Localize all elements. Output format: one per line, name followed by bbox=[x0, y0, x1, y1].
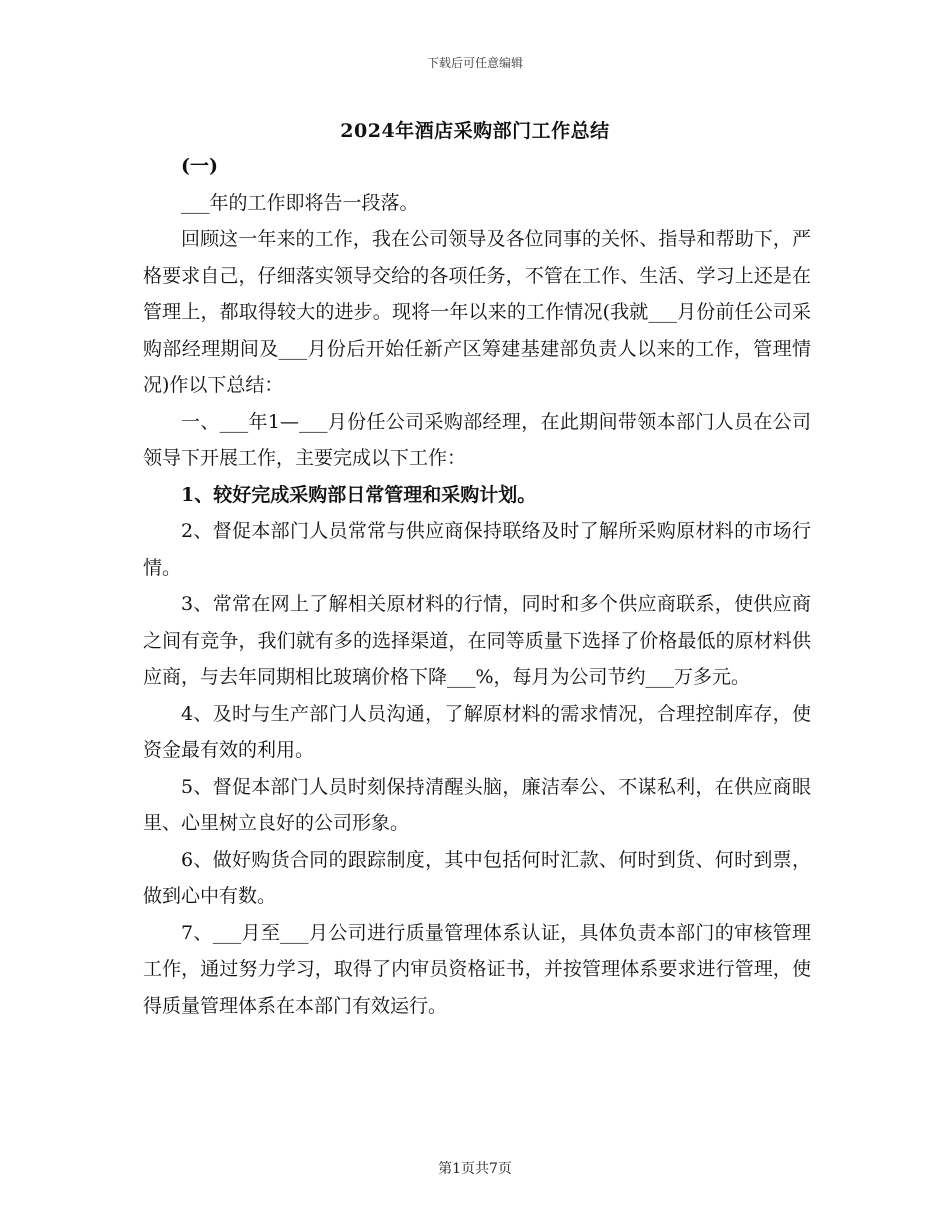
paragraph: 3、常常在网上了解相关原材料的行情，同时和多个供应商联系，使供应商之间有竞争，我们就有多的选择渠道，在同等质量下选择了价格最低的原材料供应商，与去年同期相比玻璃价格下降___%，每月为公司节约___万多元。 bbox=[143, 593, 811, 688]
section-mark: (一) bbox=[181, 155, 218, 177]
document-body bbox=[143, 148, 811, 1024]
paragraph: ___年的工作即将告一段落。 bbox=[181, 191, 419, 214]
paragraph: 回顾这一年来的工作，我在公司领导及各位同事的关怀、指导和帮助下，严格要求自己，仔细落实领导交给的各项任务，不管在工作、生活、学习上还是在管理上，都取得较大的进步。现将一年以来的工作情况(我就___月份前任公司采购部经理期间及___月份后开始任新产区筹建基建部负责人以来的工作，管理情况)作以下总结： bbox=[143, 228, 811, 396]
page-number: 第1页共7页 bbox=[438, 1161, 512, 1177]
paragraph: 4、及时与生产部门人员沟通，了解原材料的需求情况，合理控制库存，使资金最有效的利用。 bbox=[143, 702, 811, 761]
paragraph: 2、督促本部门人员常常与供应商保持联络及时了解所采购原材料的市场行情。 bbox=[143, 520, 811, 579]
paragraph: 5、督促本部门人员时刻保持清醒头脑，廉洁奉公、不谋私利，在供应商眼里、心里树立良好的公司形象。 bbox=[143, 775, 811, 834]
document-title: 2024年酒店采购部门工作总结 bbox=[340, 120, 610, 142]
header-note: 下载后可任意编辑 bbox=[426, 56, 523, 70]
paragraph: 6、做好购货合同的跟踪制度，其中包括何时汇款、何时到货、何时到票，做到心中有数。 bbox=[143, 848, 811, 907]
paragraph: 7、___月至___月公司进行质量管理体系认证，具体负责本部门的审核管理工作，通过努力学习，取得了内审员资格证书，并按管理体系要求进行管理，使得质量管理体系在本部门有效运行。 bbox=[143, 921, 811, 1017]
paragraph: 一、___年1—___月份任公司采购部经理，在此期间带领本部门人员在公司领导下开展工作，主要完成以下工作： bbox=[143, 410, 811, 469]
paragraph-bold: 1、较好完成采购部日常管理和采购计划。 bbox=[181, 483, 537, 506]
